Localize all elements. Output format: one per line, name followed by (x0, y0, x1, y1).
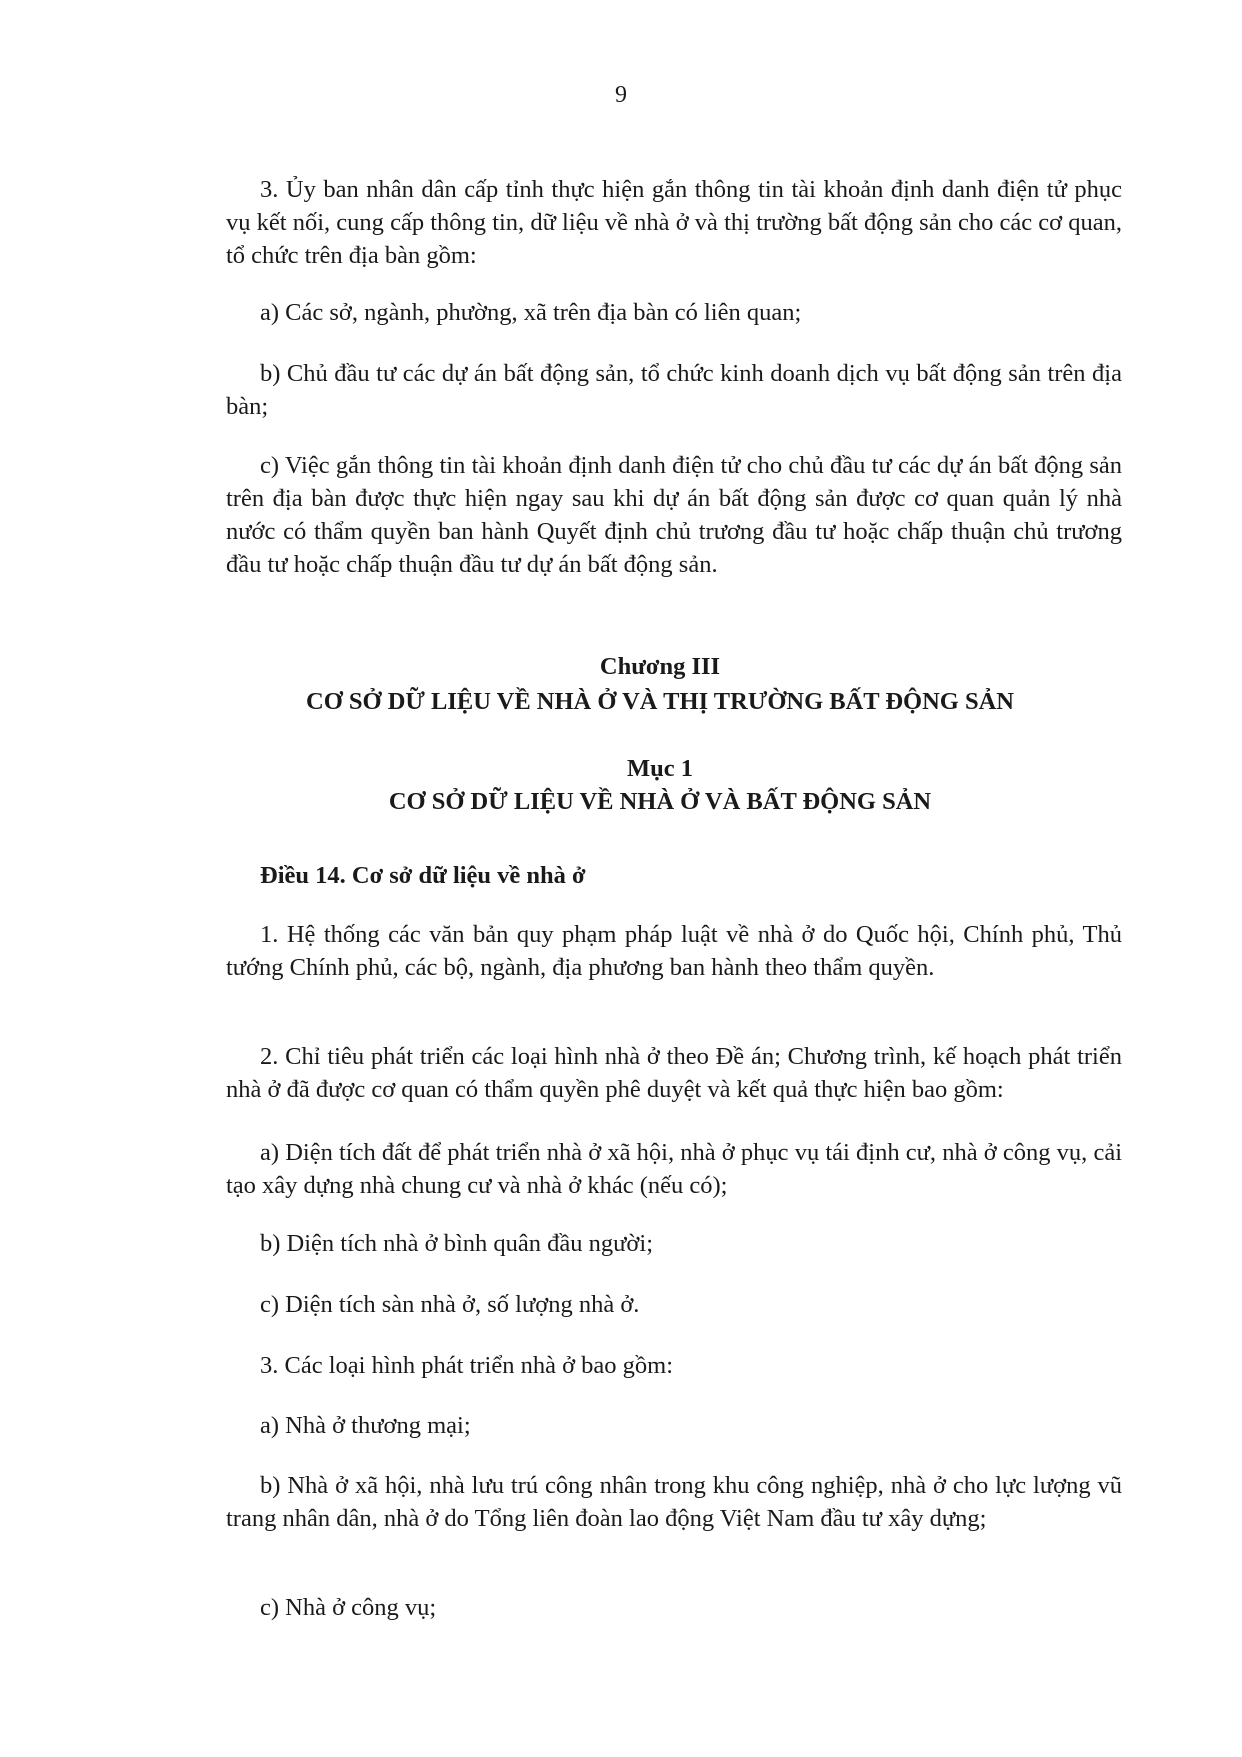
article-14-p3: 3. Các loại hình phát triển nhà ở bao gồm: (260, 1352, 674, 1379)
article-14-p2b: b) Diện tích nhà ở bình quân đầu người; (260, 1230, 654, 1257)
article-heading: Điều 14. Cơ sở dữ liệu về nhà ở (260, 862, 586, 889)
paragraph-3: 3. Ủy ban nhân dân cấp tỉnh thực hiện gắn thông tin tài khoản định danh điện tử phục vụ kết nối, cung cấp thông tin, dữ liệu về nhà ở và thị trường bất động sản cho các cơ quan, tổ chức trên địa bàn gồm: (226, 176, 1122, 269)
article-14-p2a: a) Diện tích đất để phát triển nhà ở xã hội, nhà ở phục vụ tái định cư, nhà ở công vụ, cải tạo xây dựng nhà chung cư và nhà ở khác (nếu có); (226, 1139, 1122, 1199)
section-title: CƠ SỞ DỮ LIỆU VỀ NHÀ Ở VÀ BẤT ĐỘNG SẢN (388, 788, 932, 815)
paragraph-3a: a) Các sở, ngành, phường, xã trên địa bàn có liên quan; (260, 299, 802, 326)
chapter-label: Chương III (599, 653, 721, 680)
article-14-p2: 2. Chỉ tiêu phát triển các loại hình nhà ở theo Đề án; Chương trình, kế hoạch phát triển nhà ở đã được cơ quan có thẩm quyền phê duyệt và kết quả thực hiện bao gồm: (226, 1043, 1122, 1103)
article-14-p2c: c) Diện tích sàn nhà ở, số lượng nhà ở. (260, 1291, 640, 1318)
section-label: Mục 1 (627, 755, 693, 782)
article-14-p3c: c) Nhà ở công vụ; (260, 1594, 437, 1621)
article-14-p3b: b) Nhà ở xã hội, nhà lưu trú công nhân trong khu công nghiệp, nhà ở cho lực lượng vũ trang nhân dân, nhà ở do Tổng liên đoàn lao động Việt Nam đầu tư xây dựng; (226, 1472, 1122, 1532)
chapter-title: CƠ SỞ DỮ LIỆU VỀ NHÀ Ở VÀ THỊ TRƯỜNG BẤT ĐỘNG SẢN (306, 688, 1014, 715)
article-14-p3a: a) Nhà ở thương mại; (260, 1412, 471, 1439)
paragraph-3b: b) Chủ đầu tư các dự án bất động sản, tổ chức kinh doanh dịch vụ bất động sản trên địa bàn; (226, 360, 1122, 420)
paragraph-3c: c) Việc gắn thông tin tài khoản định danh điện tử cho chủ đầu tư các dự án bất động sản trên địa bàn được thực hiện ngay sau khi dự án bất động sản được cơ quan quản lý nhà nước có thẩm quyền ban hành Quyết định chủ trương đầu tư hoặc chấp thuận chủ trương đầu tư hoặc chấp thuận đầu tư dự án bất động sản. (226, 452, 1122, 578)
article-14-p1: 1. Hệ thống các văn bản quy phạm pháp luật về nhà ở do Quốc hội, Chính phủ, Thủ tướng Chính phủ, các bộ, ngành, địa phương ban hành theo thẩm quyền. (226, 921, 1122, 981)
page-number: 9 (615, 82, 627, 108)
